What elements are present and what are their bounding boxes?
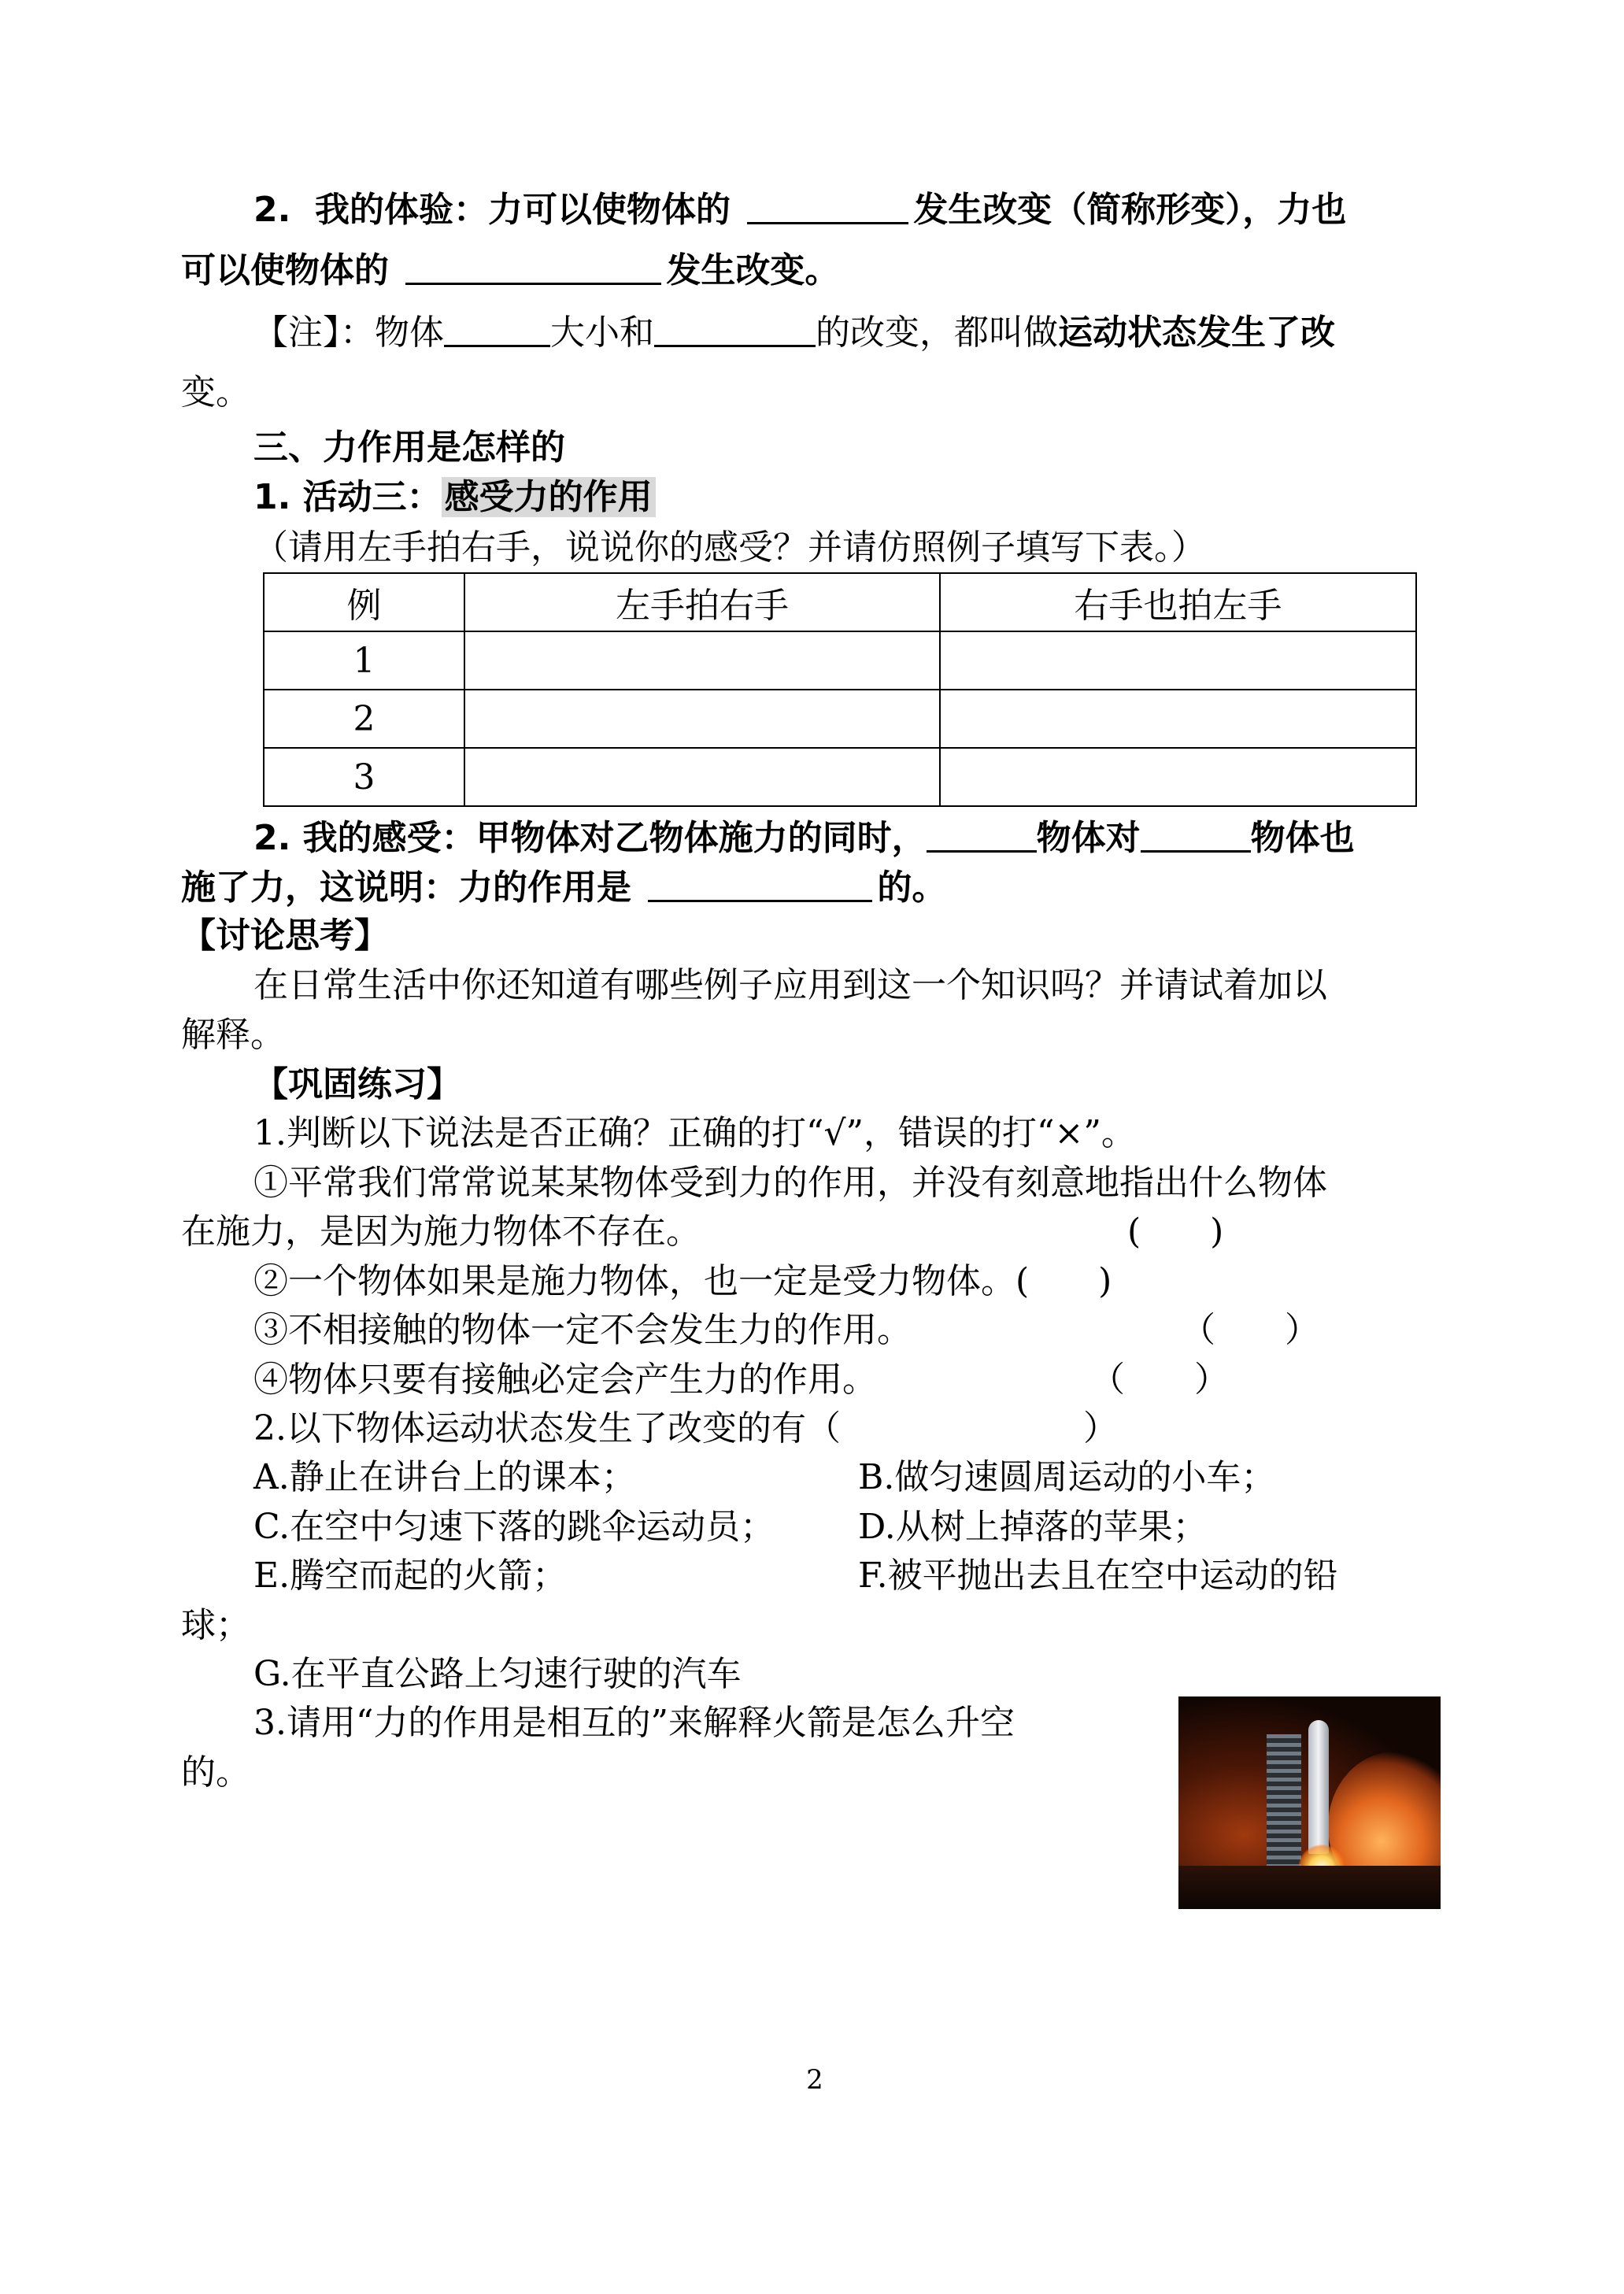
table-cell-input[interactable] xyxy=(940,631,1416,690)
feeling-text-e: 的。 xyxy=(877,868,947,908)
rocket-icon xyxy=(1308,1720,1329,1854)
page-number: 2 xyxy=(806,2064,823,2096)
blank-direction[interactable] xyxy=(654,310,816,347)
statement-4: ④物体只要有接触必定会产生力的作用。 xyxy=(253,1360,877,1400)
blank-deformation[interactable] xyxy=(747,187,908,224)
table-cell-input[interactable] xyxy=(464,748,940,806)
option-b: B.做匀速圆周运动的小车； xyxy=(858,1457,1276,1497)
table-cell-input[interactable] xyxy=(464,631,940,690)
question-3b: 的。 xyxy=(181,1752,250,1793)
question-1: 1.判断以下说法是否正确？正确的打“√”，错误的打“×”。 xyxy=(253,1113,1136,1153)
rocket-launch-image xyxy=(1178,1696,1441,1909)
statement-1b: 在施力，是因为施力物体不存在。 xyxy=(181,1212,701,1252)
statement-2-text: ②一个物体如果是施力物体，也一定是受力物体。 xyxy=(253,1261,1015,1301)
statement-1a: ①平常我们常常说某某物体受到力的作用，并没有刻意地指出什么物体 xyxy=(253,1163,1327,1203)
discussion-text-2: 解释。 xyxy=(181,1015,285,1055)
note-tail: 的改变，都叫做 xyxy=(816,313,1058,353)
option-g: G.在平直公路上匀速行驶的汽车 xyxy=(253,1654,742,1694)
answer-paren-3[interactable]: （ ） xyxy=(1181,1310,1319,1350)
question-3a: 3.请用“力的作用是相互的”来解释火箭是怎么升空 xyxy=(253,1703,1015,1743)
option-d: D.从树上掉落的苹果； xyxy=(858,1507,1208,1547)
blank-mutual[interactable] xyxy=(648,865,872,902)
discussion-title: 【讨论思考】 xyxy=(181,916,389,956)
feeling-line-2 xyxy=(181,863,946,913)
table-header-right-hits-left: 右手也拍左手 xyxy=(940,573,1416,631)
answer-paren-4[interactable]: （ ） xyxy=(1090,1360,1229,1400)
activity-title: 感受力的作用 xyxy=(442,477,656,517)
experience-number: 2. xyxy=(253,190,291,230)
table-header-row xyxy=(264,573,1416,631)
option-a: A.静止在讲台上的课本； xyxy=(253,1457,636,1497)
activity-instruction: （请用左手拍右手，说说你的感受？并请仿照例子填写下表。） xyxy=(253,527,1206,568)
answer-paren-1[interactable]: ( ) xyxy=(1127,1212,1224,1252)
option-f: F.被平抛出去且在空中运动的铅 xyxy=(858,1556,1338,1596)
discussion-text-1: 在日常生活中你还知道有哪些例子应用到这一个知识吗？并请试着加以 xyxy=(253,965,1327,1005)
practice-title: 【巩固练习】 xyxy=(253,1064,461,1104)
option-e: E.腾空而起的火箭； xyxy=(253,1556,568,1596)
feeling-text-a: 2. 我的感受：甲物体对乙物体施力的同时， xyxy=(253,818,927,858)
table-row xyxy=(264,690,1416,748)
table-cell-input[interactable] xyxy=(940,690,1416,748)
experience-text-d: 发生改变。 xyxy=(666,250,840,290)
blank-object-a[interactable] xyxy=(1141,816,1251,853)
table-row xyxy=(264,748,1416,806)
feeling-text-c: 物体也 xyxy=(1250,818,1355,858)
note-wrap: 变。 xyxy=(181,372,250,413)
launch-tower xyxy=(1267,1734,1301,1867)
feeling-text-b: 物体对 xyxy=(1036,818,1141,858)
blank-motion-state[interactable] xyxy=(405,248,661,285)
statement-3: ③不相接触的物体一定不会发生力的作用。 xyxy=(253,1310,912,1350)
answer-paren-2[interactable]: ( ) xyxy=(1015,1261,1112,1301)
option-c: C.在空中匀速下落的跳伞运动员； xyxy=(253,1507,775,1547)
activity-prefix: 1. 活动三： xyxy=(253,477,442,517)
feeling-table xyxy=(263,572,1417,807)
experience-text-c: 可以使物体的 xyxy=(181,250,389,290)
activity-line xyxy=(253,472,656,523)
note-label: 【注】：物体 xyxy=(253,313,444,353)
experience-text-b: 发生改变（简称形变），力也 xyxy=(913,190,1347,230)
table-row-number: 3 xyxy=(264,748,464,806)
launch-pad-ground xyxy=(1178,1866,1441,1909)
table-row-number: 2 xyxy=(264,690,464,748)
table-cell-input[interactable] xyxy=(940,748,1416,806)
blank-speed[interactable] xyxy=(444,310,550,347)
experience-line-1 xyxy=(253,185,1346,235)
note-emphasis: 运动状态发生了改 xyxy=(1058,313,1335,353)
blank-object-b[interactable] xyxy=(927,816,1037,853)
experience-text-a: 我的体验：力可以使物体的 xyxy=(314,190,731,230)
question-2: 2.以下物体运动状态发生了改变的有（ ） xyxy=(253,1408,1118,1449)
experience-line-2 xyxy=(181,246,839,296)
table-header-example: 例 xyxy=(264,573,464,631)
note-mid: 大小和 xyxy=(550,313,654,353)
statement-2 xyxy=(253,1256,1112,1307)
table-header-left-hits-right: 左手拍右手 xyxy=(464,573,940,631)
section-heading: 三、力作用是怎样的 xyxy=(253,427,565,468)
table-row xyxy=(264,631,1416,690)
feeling-line-1 xyxy=(253,813,1355,864)
table-cell-input[interactable] xyxy=(464,690,940,748)
option-f-wrap: 球； xyxy=(181,1605,250,1645)
table-row-number: 1 xyxy=(264,631,464,690)
note-line xyxy=(253,308,1335,358)
feeling-text-d: 施了力，这说明：力的作用是 xyxy=(181,868,631,908)
